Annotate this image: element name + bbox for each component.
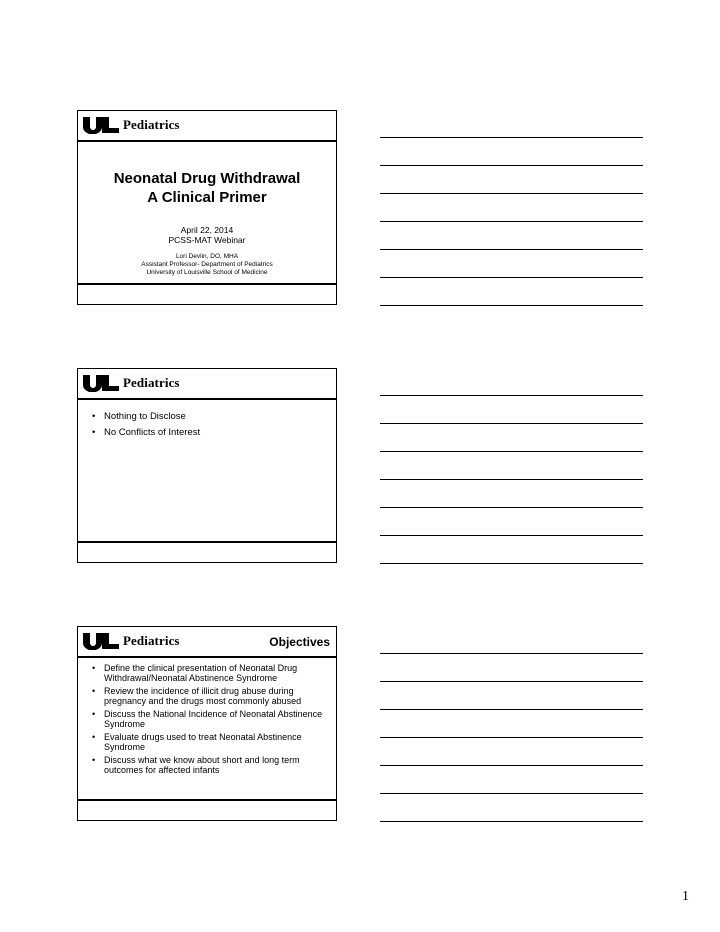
slide-footer-rule <box>78 799 336 801</box>
note-line <box>380 395 643 396</box>
note-line <box>380 821 643 822</box>
slide-3 <box>77 626 337 821</box>
bullet-item <box>92 412 330 423</box>
slide-2 <box>77 368 337 563</box>
ul-pediatrics-logo <box>82 374 180 392</box>
bullet-item <box>92 732 330 752</box>
note-line <box>380 507 643 508</box>
author-name: Lori Devlin, DO, MHA <box>175 253 239 260</box>
note-line <box>380 137 643 138</box>
title-line: Neonatal Drug Withdrawal <box>113 170 301 187</box>
bullet-list <box>92 663 330 778</box>
note-line <box>380 681 643 682</box>
note-line <box>380 305 643 306</box>
ul-logo-icon <box>82 632 120 650</box>
note-line <box>380 165 643 166</box>
logo-text: Pediatrics <box>123 117 180 132</box>
title-line: A Clinical Primer <box>147 189 267 206</box>
bullet-item <box>92 428 330 439</box>
meta-date: April 22, 2014 <box>180 225 234 235</box>
author-affiliation: University of Louisville School of Medicine <box>146 269 268 276</box>
bullet-dot: • <box>92 686 96 696</box>
slide-title <box>78 169 336 207</box>
bullet-text: Review the incidence of illicit drug abuse during pregnancy and the drugs most commonly abused <box>104 686 302 706</box>
ul-logo-icon <box>82 116 120 134</box>
bullet-text: Evaluate drugs used to treat Neonatal Abstinence Syndrome <box>104 732 302 752</box>
note-line <box>380 765 643 766</box>
bullet-item <box>92 663 330 683</box>
note-line <box>380 535 643 536</box>
note-line <box>380 793 643 794</box>
slide-1 <box>77 110 337 305</box>
slide-header-title: Objectives <box>269 635 330 649</box>
note-line <box>380 249 643 250</box>
ul-pediatrics-logo <box>82 116 180 134</box>
note-line <box>380 423 643 424</box>
bullet-item <box>92 709 330 729</box>
bullet-dot: • <box>92 709 96 719</box>
bullet-list <box>92 412 330 443</box>
logo-text: Pediatrics <box>123 633 180 648</box>
note-line <box>380 563 643 564</box>
bullet-dot: • <box>92 755 96 765</box>
bullet-text: No Conflicts of Interest <box>104 426 201 438</box>
bullet-dot: • <box>92 732 96 742</box>
bullet-text: Nothing to Disclose <box>104 411 186 422</box>
bullet-item <box>92 755 330 775</box>
bullet-dot: • <box>92 411 96 422</box>
ul-pediatrics-logo <box>82 632 180 650</box>
note-line <box>380 479 643 480</box>
bullet-text: Discuss what we know about short and long term outcomes for affected infants <box>104 755 300 775</box>
bullet-dot: • <box>92 663 96 673</box>
note-line <box>380 653 643 654</box>
slide-footer-rule <box>78 541 336 543</box>
slide-author <box>78 253 336 277</box>
note-line <box>380 193 643 194</box>
note-line <box>380 709 643 710</box>
slide-footer-rule <box>78 283 336 285</box>
note-line <box>380 737 643 738</box>
slide-header <box>78 369 336 400</box>
bullet-dot: • <box>92 426 96 438</box>
ul-logo-icon <box>82 374 120 392</box>
page-number: 1 <box>682 889 689 904</box>
bullet-item <box>92 686 330 706</box>
logo-text: Pediatrics <box>123 375 180 390</box>
bullet-text: Define the clinical presentation of Neonatal Drug Withdrawal/Neonatal Abstinence Syndrome <box>104 663 298 683</box>
bullet-text: Discuss the National Incidence of Neonatal Abstinence Syndrome <box>104 709 323 729</box>
note-line <box>380 221 643 222</box>
note-line <box>380 277 643 278</box>
slide-meta <box>78 225 336 245</box>
meta-event: PCSS-MAT Webinar <box>168 235 246 245</box>
slide-header <box>78 111 336 142</box>
slide-header <box>78 627 336 658</box>
note-line <box>380 451 643 452</box>
author-title: Assistant Professor- Department of Pediatrics <box>141 261 273 268</box>
